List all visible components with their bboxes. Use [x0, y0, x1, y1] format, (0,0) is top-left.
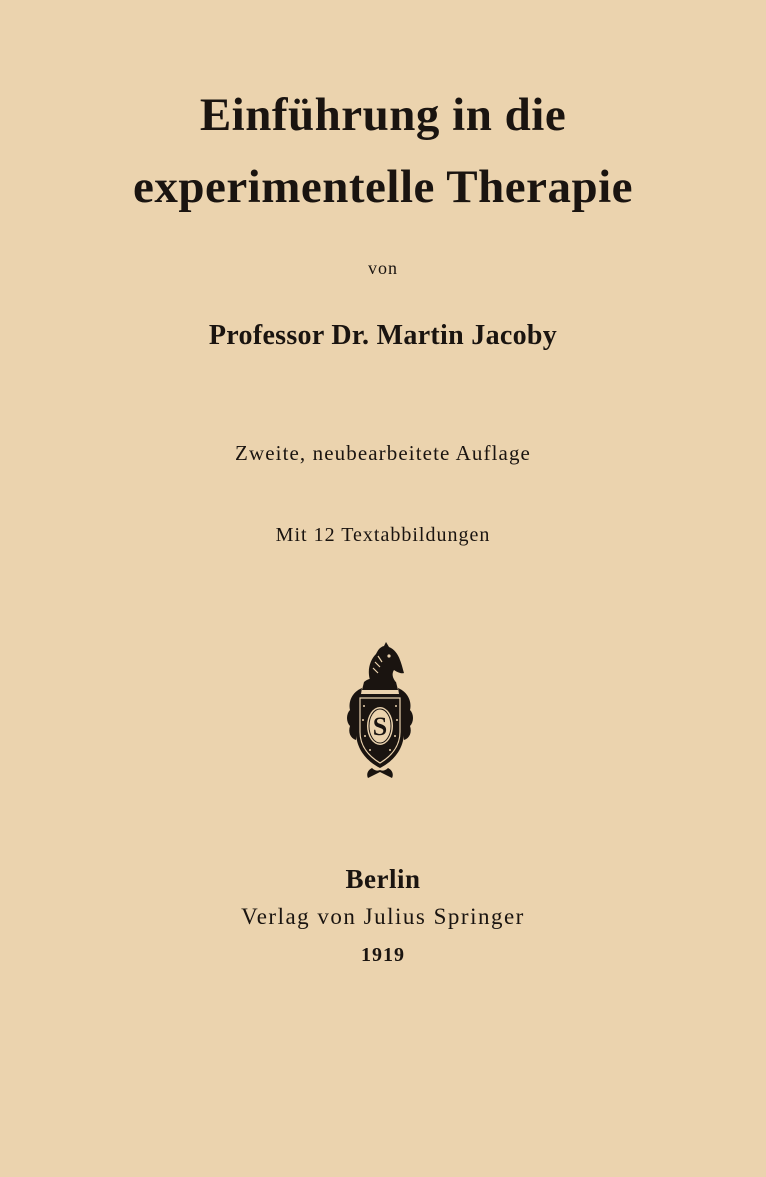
byline: von	[368, 258, 398, 278]
book-title-line-1: Einführung in die	[199, 89, 567, 141]
edition-statement: Zweite, neubearbeitete Auflage	[235, 441, 531, 465]
imprint-city: Berlin	[345, 864, 421, 894]
imprint-year: 1919	[361, 944, 405, 966]
author-name: Professor Dr. Martin Jacoby	[208, 320, 558, 351]
book-title-line-2: experimentelle Therapie	[132, 161, 634, 213]
springer-knight-emblem-icon	[340, 640, 420, 782]
emblem-letter: S	[372, 712, 388, 741]
imprint-publisher: Verlag von Julius Springer	[241, 904, 525, 929]
illustration-note: Mit 12 Textabbildungen	[275, 524, 491, 546]
